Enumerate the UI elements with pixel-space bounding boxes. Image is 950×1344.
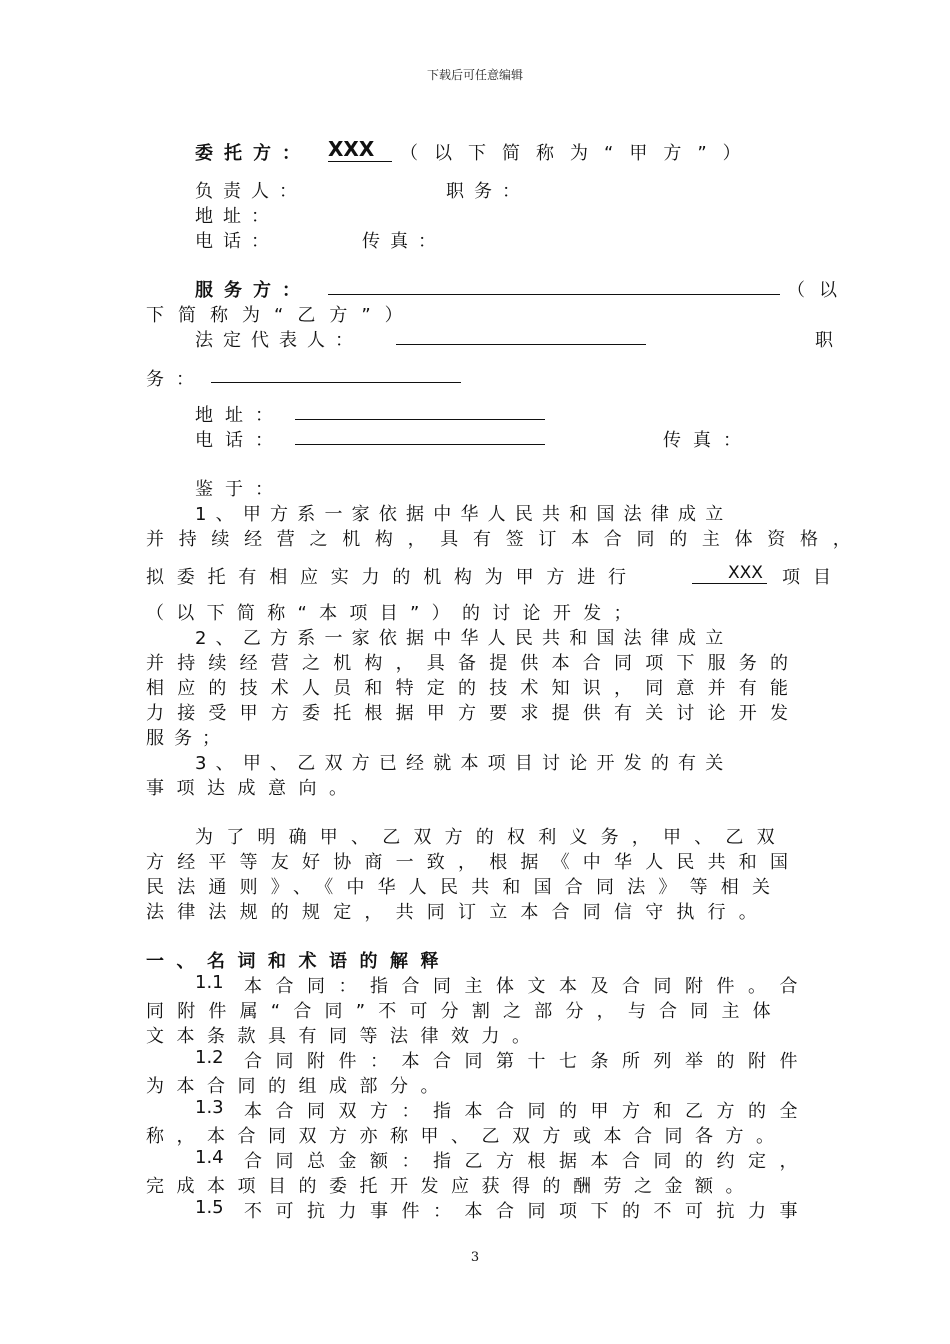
party-b-alias-2: 下简称为“乙方”）: [146, 305, 417, 326]
whereas-item2-line4: 力接受甲方委托根据甲方要求提供有关讨论开发: [146, 703, 802, 724]
party-b-rep-label: 法定代表人：: [195, 330, 363, 351]
purpose-line3: 民法通则》、《中华人民共和国合同法》等相关: [146, 877, 784, 898]
party-a-name-underlined: XXX: [328, 137, 392, 162]
clause-1-1-number: 1.1: [195, 972, 224, 993]
whereas-item2-line1: 2、乙方系一家依据中华人民共和国法律成立: [195, 628, 733, 649]
clause-1-5-number: 1.5: [195, 1197, 224, 1218]
whereas-label: 鉴于：: [195, 479, 285, 500]
party-b-address-blank: [295, 419, 545, 420]
clause-1-2-line2: 为本合同的组成部分。: [146, 1076, 451, 1097]
whereas-item3-line2: 事项达成意向。: [146, 778, 360, 799]
clause-1-4-number: 1.4: [195, 1147, 224, 1168]
whereas-item1-line4: （以下简称“本项目”）的讨论开发；: [146, 603, 644, 624]
clause-1-5-line1: 不可抗力事件：本合同项下的不可抗力事: [244, 1201, 811, 1222]
clause-1-4-line1: 合同总金额：指乙方根据本合同的约定，: [244, 1151, 811, 1172]
party-a-fax-label: 传真：: [362, 231, 446, 252]
party-a-label: 委托方：: [195, 143, 311, 164]
clause-1-1-line3: 文本条款具有同等法律效力。: [146, 1026, 543, 1047]
party-b-address-label: 地址：: [195, 405, 285, 426]
clause-1-2-number: 1.2: [195, 1047, 224, 1068]
party-b-name-blank: [328, 294, 780, 295]
section1-title: 一、名词和术语的解释: [146, 951, 451, 972]
party-a-name: [328, 137, 392, 162]
party-b-position-1: 职: [815, 330, 833, 351]
whereas-item1-line1: 1、甲方系一家依据中华人民共和国法律成立: [195, 504, 733, 525]
purpose-line4: 法律法规的规定，共同订立本合同信守执行。: [146, 902, 770, 923]
clause-1-3-line2: 称，本合同双方亦称甲、乙双方或本合同各方。: [146, 1126, 787, 1147]
page-number: 3: [470, 1250, 480, 1265]
party-a-alias: （以下简称为“甲方”）: [400, 143, 757, 164]
party-b-phone-blank: [295, 444, 545, 445]
party-b-position-blank: [211, 382, 461, 383]
clause-1-3-number: 1.3: [195, 1097, 224, 1118]
clause-1-3-line1: 本合同双方：指本合同的甲方和乙方的全: [244, 1101, 811, 1122]
whereas-item1-line3a: 拟委托有相应实力的机构为甲方进行: [146, 567, 639, 588]
clause-1-1-line1: 本合同：指合同主体文本及合同附件。合: [244, 976, 811, 997]
whereas-item3-line1: 3、甲、乙双方已经就本项目讨论开发的有关: [195, 753, 733, 774]
party-b-phone-label: 电话：: [195, 430, 285, 451]
party-b-fax-label: 传真：: [663, 430, 753, 451]
project-name-underlined: XXX: [692, 563, 767, 584]
whereas-item2-line2: 并持续经营之机构，具备提供本合同项下服务的: [146, 653, 802, 674]
purpose-line2: 方经平等友好协商一致，根据《中华人民共和国: [146, 852, 802, 873]
purpose-line1: 为了明确甲、乙双方的权利义务，甲、乙双: [195, 827, 788, 848]
party-b-position-2: 务：: [146, 369, 206, 390]
clause-1-1-line2: 同附件属“合同”不可分割之部分，与合同主体: [146, 1001, 784, 1022]
whereas-item2-line3: 相应的技术人员和特定的技术知识，同意并有能: [146, 678, 802, 699]
whereas-item1-line3c: 项目: [782, 567, 844, 588]
whereas-item1-line2: 并持续经营之机构，具有签订本合同的主体资格，: [146, 529, 866, 550]
header-note: 下载后可任意编辑: [426, 68, 523, 82]
party-a-person-label: 负责人：: [195, 181, 307, 202]
clause-1-4-line2: 完成本项目的委托开发应获得的酬劳之金额。: [146, 1176, 756, 1197]
party-a-position-label: 职务：: [446, 181, 530, 202]
party-b-alias-1: （以: [787, 280, 851, 301]
whereas-item1-line3b: [692, 563, 767, 584]
party-a-address-label: 地址：: [195, 206, 279, 227]
whereas-item2-line5: 服务；: [146, 728, 230, 749]
party-b-rep-blank: [396, 344, 646, 345]
party-a-phone-label: 电话：: [195, 231, 279, 252]
clause-1-2-line1: 合同附件：本合同第十七条所列举的附件: [244, 1051, 811, 1072]
party-b-label: 服务方：: [195, 280, 311, 301]
